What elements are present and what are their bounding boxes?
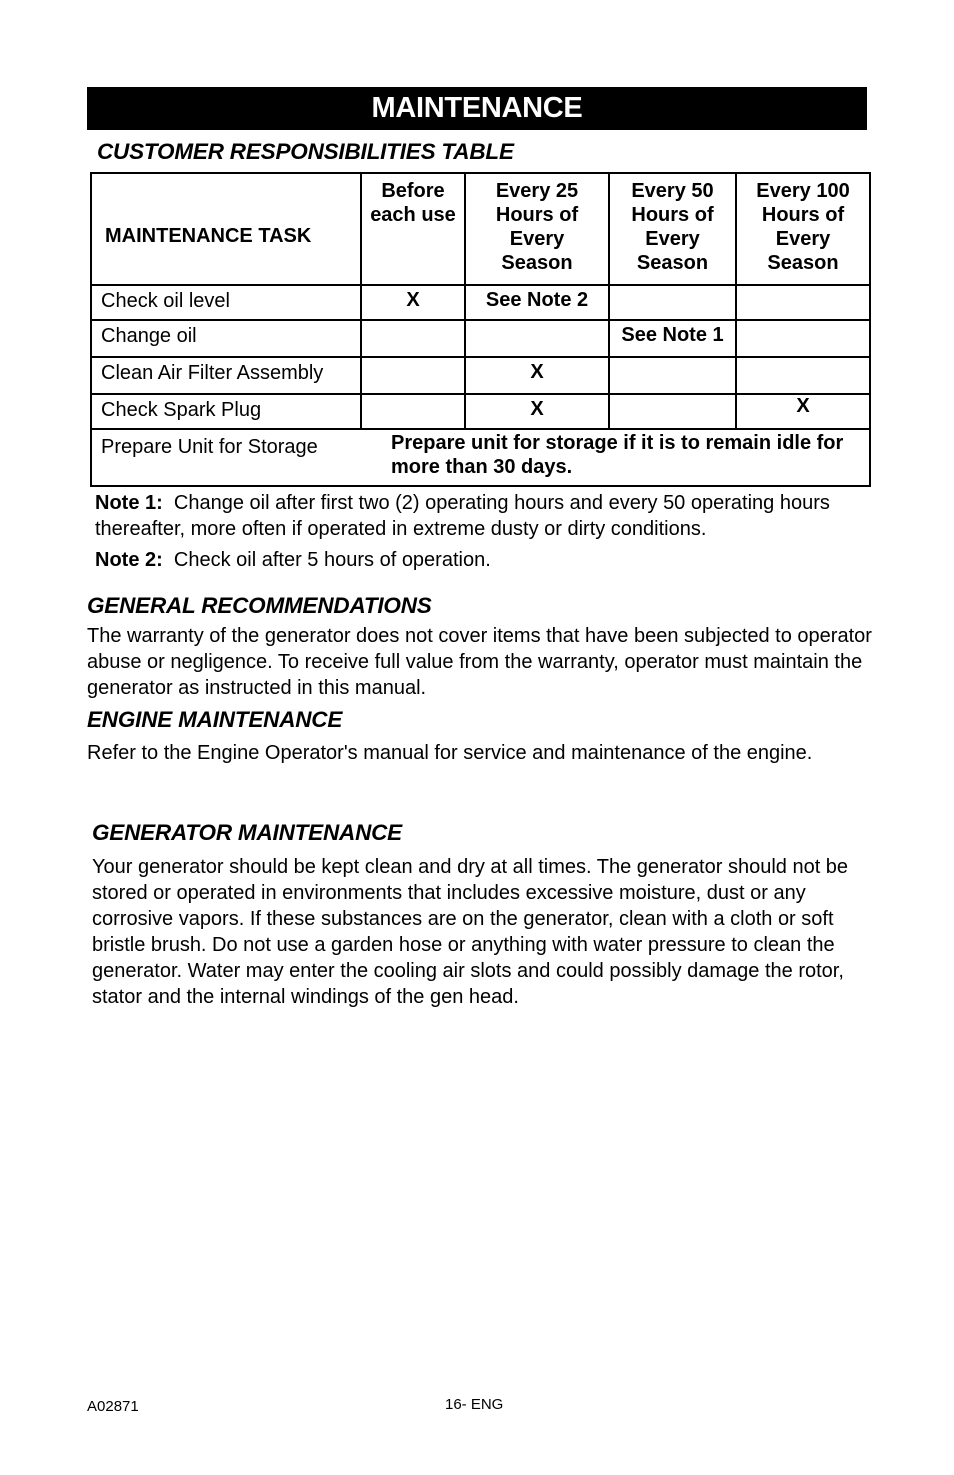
generator-maintenance-heading: GENERATOR MAINTENANCE — [92, 820, 402, 845]
general-recommendations-body: The warranty of the generator does not cover items that have been subjected to operator abuse or negligence. To receive full value from the warranty, operator must maintain the generator as instructed in this manual. — [87, 625, 872, 699]
schedule-cell: X — [736, 394, 870, 429]
task-cell: Check oil level — [91, 285, 361, 320]
task-cell: Check Spark Plug — [91, 394, 361, 429]
schedule-cell — [736, 357, 870, 394]
doc-code: A02871 — [87, 1398, 139, 1415]
table-row — [91, 285, 870, 320]
note-1-text: Change oil after first two (2) operating hours and every 50 operating hours thereafter, more often if operated in extreme dusty or dirty conditions. — [95, 492, 830, 540]
customer-responsibilities-table — [90, 172, 871, 487]
table-row — [91, 394, 870, 429]
schedule-cell: X — [465, 394, 609, 429]
customer-table-heading: CUSTOMER RESPONSIBILITIES TABLE — [97, 139, 514, 164]
engine-maintenance-heading: ENGINE MAINTENANCE — [87, 707, 343, 732]
note-2-label: Note 2: — [95, 549, 163, 571]
schedule-cell — [361, 357, 465, 394]
task-cell: Prepare Unit for Storage — [91, 429, 361, 486]
table-row — [91, 320, 870, 357]
page-title: MAINTENANCE — [87, 87, 867, 130]
schedule-cell — [361, 320, 465, 357]
schedule-cell — [609, 394, 736, 429]
note-2 — [95, 547, 835, 573]
schedule-cell: X — [465, 357, 609, 394]
schedule-cell: See Note 2 — [465, 285, 609, 320]
note-2-text: Check oil after 5 hours of operation. — [173, 549, 491, 571]
schedule-cell — [609, 285, 736, 320]
engine-maintenance-body: Refer to the Engine Operator's manual for service and maintenance of the engine. — [87, 742, 813, 764]
column-header-task: MAINTENANCE TASK — [91, 173, 361, 285]
schedule-cell — [361, 394, 465, 429]
storage-instruction: Prepare unit for storage if it is to remain idle for more than 30 days. — [361, 429, 870, 486]
schedule-cell — [465, 320, 609, 357]
generator-maintenance-body: Your generator should be kept clean and dry at all times. The generator should not be stored or operated in environments that includes excessive moisture, dust or any corrosive vapors. If these substances are on the generator, clean with a cloth or soft bristle brush. Do not use a garden hose or anything with water pressure to clean the generator. Water may enter the cooling air slots and could possibly damage the rotor, stator and the internal windings of the gen head. — [92, 856, 849, 1008]
table-header-row — [91, 173, 870, 285]
general-recommendations-heading: GENERAL RECOMMENDATIONS — [87, 593, 432, 618]
column-header-before-each-use: Before each use — [361, 173, 465, 285]
task-cell: Clean Air Filter Assembly — [91, 357, 361, 394]
schedule-cell — [736, 320, 870, 357]
schedule-cell — [609, 357, 736, 394]
schedule-cell: X — [361, 285, 465, 320]
schedule-cell: See Note 1 — [609, 320, 736, 357]
note-1 — [95, 490, 835, 542]
note-1-label: Note 1: — [95, 492, 163, 514]
column-header-every-50-hours: Every 50 Hours of Every Season — [609, 173, 736, 285]
column-header-every-100-hours: Every 100 Hours of Every Season — [736, 173, 870, 285]
page-number: 16- ENG — [445, 1396, 504, 1413]
schedule-cell — [736, 285, 870, 320]
column-header-every-25-hours: Every 25 Hours of Every Season — [465, 173, 609, 285]
task-cell: Change oil — [91, 320, 361, 357]
table-row — [91, 357, 870, 394]
table-row-storage — [91, 429, 870, 486]
